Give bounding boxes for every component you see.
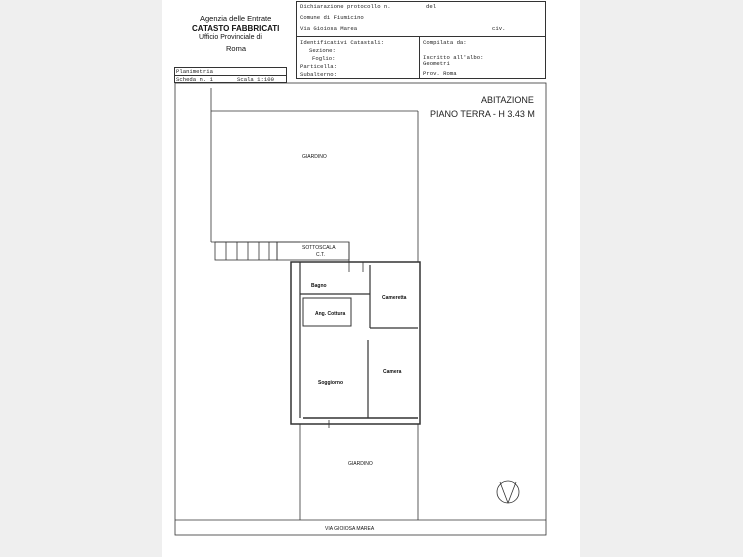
agency-name: Agenzia delle Entrate bbox=[200, 14, 272, 23]
geometri: Geometri bbox=[423, 60, 450, 67]
del-label: del bbox=[426, 3, 437, 10]
identificativi: Identificativi Catastali: bbox=[300, 39, 384, 46]
compilata: Compilata da: bbox=[423, 39, 467, 46]
garden-top-label: GIARDINO bbox=[302, 154, 327, 160]
scala-label: Scala 1:100 bbox=[237, 76, 274, 83]
planimetria-label: Planimetria bbox=[176, 68, 213, 75]
civ-label: civ. bbox=[492, 25, 506, 32]
iscritto: Iscritto all'albo: bbox=[423, 54, 484, 61]
scheda-label: Scheda n. 1 bbox=[176, 76, 213, 83]
plan-floor: PIANO TERRA - H 3.43 M bbox=[430, 109, 535, 119]
plan-title: ABITAZIONE bbox=[481, 95, 534, 105]
bagno-label: Bagno bbox=[311, 283, 327, 289]
prov: Prov. Roma bbox=[423, 70, 457, 77]
soggiorno-label: Soggiorno bbox=[318, 380, 343, 386]
camera-label: Camera bbox=[383, 369, 402, 375]
cameretta-label: Cameretta bbox=[382, 295, 407, 301]
sottoscala-label: SOTTOSCALA bbox=[302, 245, 336, 251]
ang-cottura-label: Ang. Cottura bbox=[315, 311, 346, 317]
comune: Comune di Fiumicino bbox=[300, 14, 364, 21]
dichiarazione: Dichiarazione protocollo n. bbox=[300, 3, 391, 10]
city: Roma bbox=[226, 44, 247, 53]
address: Via Gioiosa Marea bbox=[300, 25, 358, 32]
ct-label: C.T. bbox=[316, 252, 325, 258]
particella: Particella: bbox=[300, 63, 337, 70]
stairs bbox=[215, 242, 277, 260]
sezione: Sezione: bbox=[309, 47, 336, 54]
garden-bottom-label: GIARDINO bbox=[348, 461, 373, 467]
ufficio: Ufficio Provinciale di bbox=[199, 34, 262, 41]
catasto-title: CATASTO FABBRICATI bbox=[192, 24, 280, 33]
foglio: Foglio: bbox=[312, 55, 336, 62]
subalterno: Subalterno: bbox=[300, 71, 337, 78]
street-label: VIA GIOIOSA MAREA bbox=[325, 526, 375, 532]
plan-frame bbox=[175, 83, 546, 535]
